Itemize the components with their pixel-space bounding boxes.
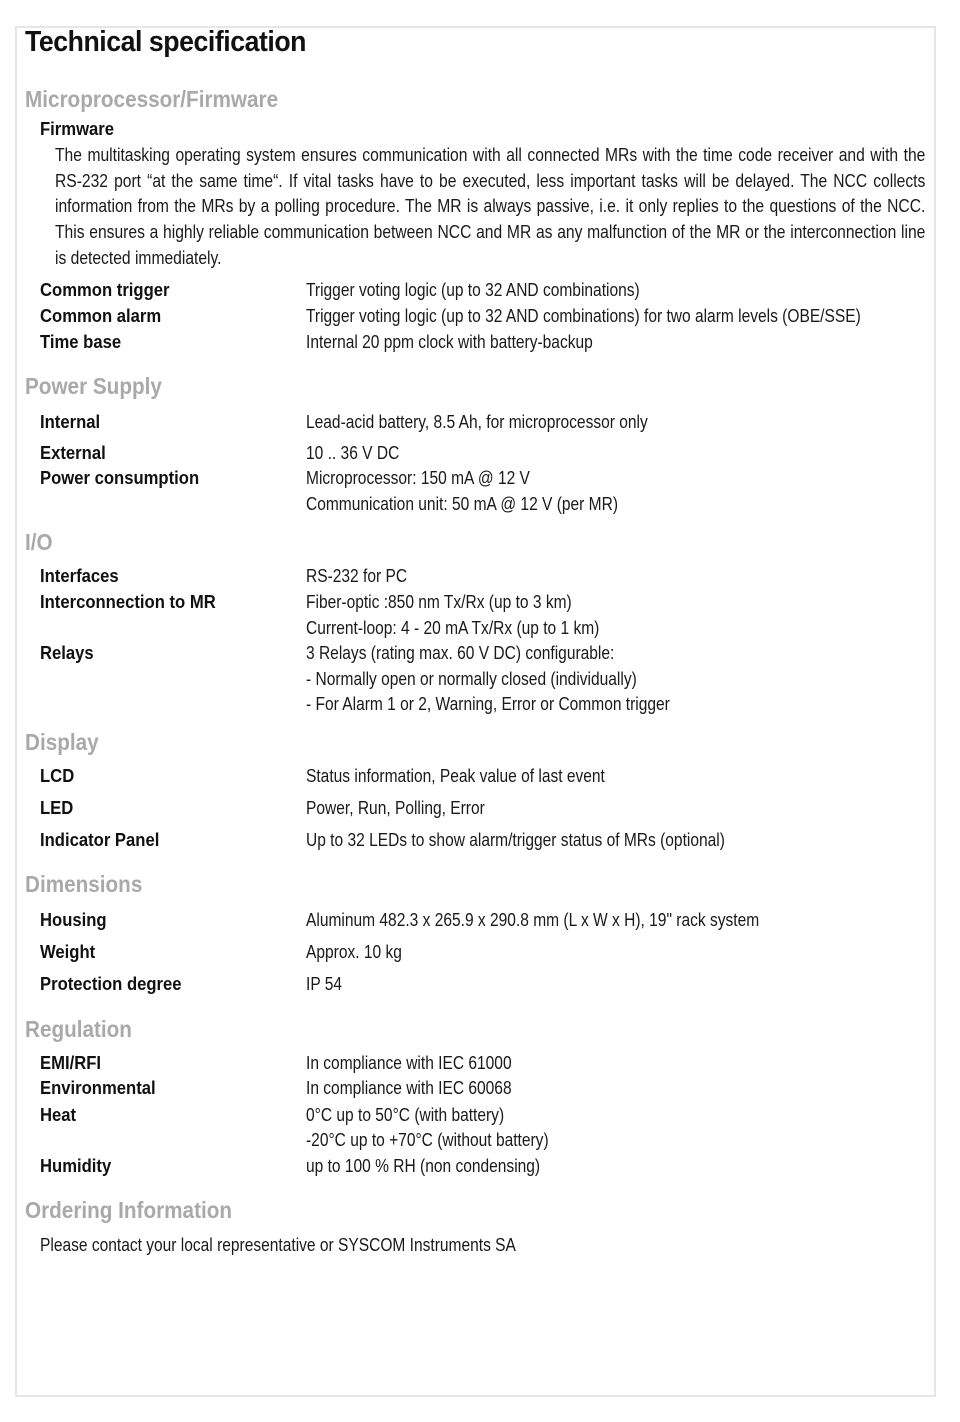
label-lcd: LCD: [40, 765, 75, 786]
label-weight: Weight: [40, 941, 96, 962]
value-relays-2: - Normally open or normally closed (individually): [306, 668, 637, 689]
section-heading-regulation: Regulation: [25, 1016, 132, 1042]
label-led: LED: [40, 797, 74, 818]
section-heading-display: Display: [25, 729, 99, 755]
section-heading-power-supply: Power Supply: [25, 373, 162, 399]
value-internal: Lead-acid battery, 8.5 Ah, for microprocessor only: [306, 411, 648, 432]
ordering-text: Please contact your local representative or SYSCOM Instruments SA: [40, 1234, 516, 1255]
value-interconnection-2: Current-loop: 4 - 20 mA Tx/Rx (up to 1 km): [306, 617, 600, 638]
value-lcd: Status information, Peak value of last event: [306, 765, 605, 786]
page-title: Technical specification: [25, 26, 307, 58]
label-emi-rfi: EMI/RFI: [40, 1052, 102, 1073]
label-protection-degree: Protection degree: [40, 973, 182, 994]
label-time-base: Time base: [40, 331, 122, 352]
label-common-trigger: Common trigger: [40, 279, 170, 300]
label-interfaces: Interfaces: [40, 565, 119, 586]
section-heading-microprocessor: Microprocessor/Firmware: [25, 86, 279, 112]
value-weight: Approx. 10 kg: [306, 941, 402, 962]
value-environmental: In compliance with IEC 60068: [306, 1077, 512, 1098]
label-interconnection: Interconnection to MR: [40, 591, 216, 612]
section-heading-dimensions: Dimensions: [25, 871, 143, 897]
label-internal: Internal: [40, 411, 101, 432]
label-housing: Housing: [40, 909, 107, 930]
value-emi-rfi: In compliance with IEC 61000: [306, 1052, 512, 1073]
value-interconnection: Fiber-optic :850 nm Tx/Rx (up to 3 km): [306, 591, 572, 612]
value-protection-degree: IP 54: [306, 973, 343, 994]
label-environmental: Environmental: [40, 1077, 156, 1098]
label-humidity: Humidity: [40, 1155, 112, 1176]
label-heat: Heat: [40, 1104, 77, 1125]
value-power-consumption: Microprocessor: 150 mA @ 12 V: [306, 467, 530, 488]
value-relays: 3 Relays (rating max. 60 V DC) configurable:: [306, 642, 615, 663]
section-heading-ordering: Ordering Information: [25, 1197, 232, 1223]
label-external: External: [40, 442, 106, 463]
value-time-base: Internal 20 ppm clock with battery-backup: [306, 331, 593, 352]
label-indicator-panel: Indicator Panel: [40, 829, 160, 850]
label-common-alarm: Common alarm: [40, 305, 162, 326]
value-external: 10 .. 36 V DC: [306, 442, 400, 463]
value-common-trigger: Trigger voting logic (up to 32 AND combinations): [306, 279, 640, 300]
label-firmware: Firmware: [40, 118, 115, 139]
label-relays: Relays: [40, 642, 94, 663]
firmware-description: The multitasking operating system ensures communication with all connected MRs with the time code receiver and with the RS-232 port “at the same time“. If vital tasks have to be executed, less important tasks will be delayed. The NCC collects information from the MRs by a polling procedure. The MR is always passive, i.e. it only replies to the questions of the NCC. This ensures a highly reliable communication between NCC and MR as any malfunction of the MR or the interconnection line is detected immediately.: [55, 144, 926, 268]
value-heat: 0°C up to 50°C (with battery): [306, 1104, 505, 1125]
value-heat-2: -20°C up to +70°C (without battery): [306, 1129, 549, 1150]
label-power-consumption: Power consumption: [40, 467, 200, 488]
value-housing: Aluminum 482.3 x 265.9 x 290.8 mm (L x W x H), 19" rack system: [306, 909, 760, 930]
section-heading-io: I/O: [25, 529, 53, 555]
value-humidity: up to 100 % RH (non condensing): [306, 1155, 541, 1176]
value-common-alarm: Trigger voting logic (up to 32 AND combinations) for two alarm levels (OBE/SSE): [306, 305, 861, 326]
value-power-consumption-2: Communication unit: 50 mA @ 12 V (per MR): [306, 493, 619, 514]
value-led: Power, Run, Polling, Error: [306, 797, 485, 818]
value-interfaces: RS-232 for PC: [306, 565, 408, 586]
value-relays-3: - For Alarm 1 or 2, Warning, Error or Common trigger: [306, 693, 670, 714]
value-indicator-panel: Up to 32 LEDs to show alarm/trigger status of MRs (optional): [306, 829, 725, 850]
